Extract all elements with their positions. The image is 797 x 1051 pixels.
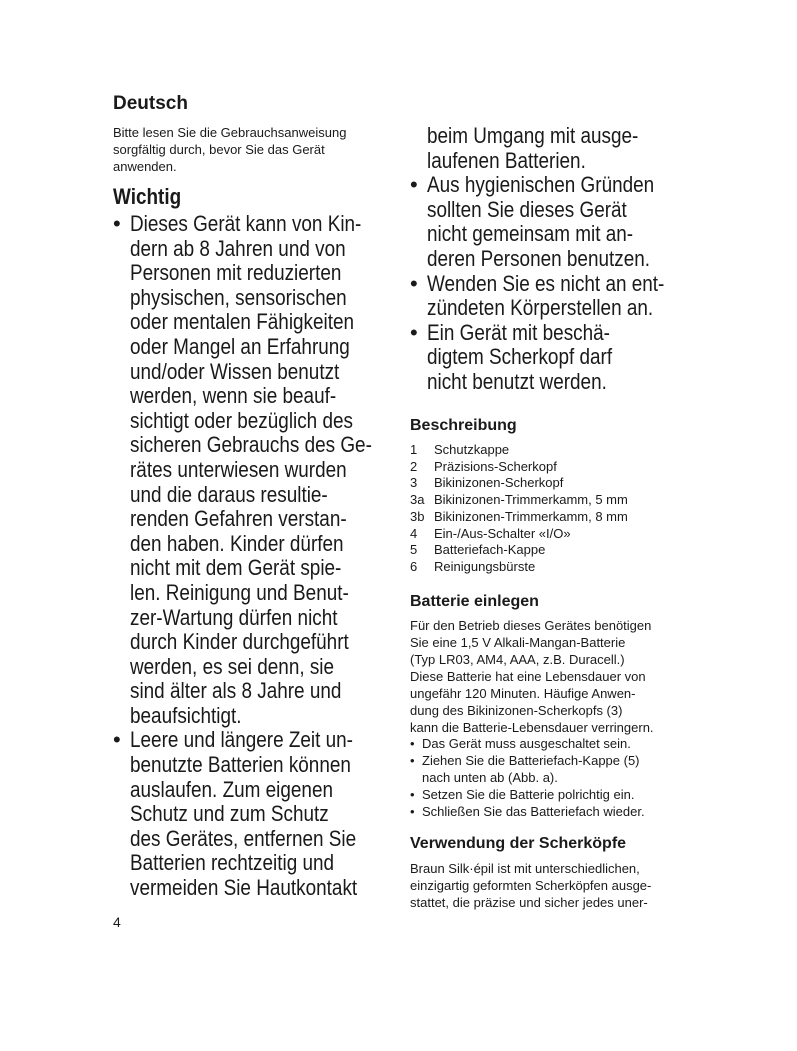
paragraph-line: Sie eine 1,5 V Alkali-Mangan-Batterie (410, 635, 626, 650)
item-line: Dieses Gerät kann von Kin- (130, 211, 362, 236)
bullet-icon: • (410, 270, 418, 296)
part-number: 3 (410, 475, 418, 491)
item-line: Batterien rechtzeitig und (130, 850, 335, 876)
item-line: deren Personen benutzen. (427, 245, 651, 271)
important-list-right (410, 124, 703, 395)
part-label: Bikinizonen-Trimmerkamm, 8 mm (434, 508, 628, 524)
bullet-icon: • (113, 211, 121, 236)
bullet-icon: • (410, 172, 418, 198)
parts-list-item (410, 442, 628, 459)
parts-list-item (410, 509, 628, 526)
intro-line: Bitte lesen Sie die Gebrauchsanweisung (113, 125, 347, 140)
item-line: zündeten Körperstellen an. (427, 295, 654, 321)
item-line: sichtigt oder bezüglich des (130, 407, 353, 433)
paragraph-line: stattet, die präzise und sicher jedes uner- (410, 895, 648, 910)
intro-paragraph (113, 124, 383, 175)
item-line: zer-Wartung dürfen nicht (130, 604, 338, 630)
important-heading: Wichtig (113, 184, 182, 209)
item-text (427, 321, 703, 395)
step-line: Schließen Sie das Batteriefach wieder. (422, 804, 645, 819)
item-line: beim Umgang mit ausge- (427, 123, 639, 148)
battery-step (410, 752, 645, 786)
item-line: Schutz und zum Schutz (130, 801, 329, 827)
part-label: Präzisions-Scherkopf (434, 458, 557, 474)
item-line: digtem Scherkopf darf (427, 344, 613, 370)
part-label: Ein-/Aus-Schalter «I/O» (434, 525, 571, 541)
item-line: len. Reinigung und Benut- (130, 579, 349, 605)
part-number: 1 (410, 442, 418, 457)
part-number: 4 (410, 525, 418, 541)
item-line: werden, es sei denn, sie (130, 653, 335, 679)
item-line: sicheren Gebrauchs des Ge- (130, 432, 372, 458)
important-item (410, 173, 703, 271)
item-line: des Gerätes, entfernen Sie (130, 825, 357, 851)
part-number: 5 (410, 542, 418, 558)
intro-line: sorgfältig durch, bevor Sie das Gerät (113, 142, 325, 157)
part-label: Schutzkappe (434, 442, 510, 457)
item-line: laufenen Batterien. (427, 147, 586, 173)
part-number: 6 (410, 558, 418, 574)
important-item (410, 124, 703, 173)
step-line: Ziehen Sie die Batteriefach-Kappe (5) (422, 753, 640, 768)
item-line: sind älter als 8 Jahre und (130, 678, 342, 704)
paragraph-line: dung des Bikinizonen-Scherkopfs (3) (410, 703, 623, 718)
intro-line: anwenden. (113, 159, 177, 174)
step-line: nach unten ab (Abb. a). (422, 770, 558, 785)
important-item (410, 272, 703, 321)
battery-steps (410, 735, 645, 820)
part-number: 3b (410, 508, 425, 524)
step-line: Setzen Sie die Batterie polrichtig ein. (422, 787, 635, 802)
item-line: renden Gefahren verstan- (130, 506, 347, 532)
item-line: Personen mit reduzierten (130, 260, 342, 286)
parts-list (410, 442, 628, 576)
important-item (113, 728, 411, 900)
parts-list-item (410, 459, 628, 476)
language-heading: Deutsch (113, 93, 188, 114)
paragraph-line: Braun Silk·épil ist mit unterschiedlichen, (410, 861, 640, 876)
item-line: Wenden Sie es nicht an ent- (427, 270, 665, 296)
part-number: 2 (410, 458, 418, 474)
important-list-left (113, 212, 411, 901)
item-line: nicht benutzt werden. (427, 368, 607, 394)
parts-list-item (410, 559, 628, 576)
paragraph-line: Für den Betrieb dieses Gerätes benötigen (410, 618, 652, 633)
paragraph-line: ungefähr 120 Minuten. Häufige Anwen- (410, 686, 636, 701)
important-item (113, 212, 411, 728)
bullet-icon: • (410, 804, 415, 819)
item-line: physischen, sensorischen (130, 284, 347, 310)
item-line: Aus hygienischen Gründen (427, 172, 655, 198)
item-line: auslaufen. Zum eigenen (130, 776, 334, 802)
item-text (427, 272, 703, 321)
bullet-icon: • (410, 319, 418, 345)
bullet-icon: • (410, 753, 415, 768)
item-line: und/oder Wissen benutzt (130, 358, 340, 384)
bullet-icon: • (410, 736, 415, 751)
item-line: nicht gemeinsam mit an- (427, 221, 634, 247)
item-line: Leere und längere Zeit un- (130, 727, 353, 753)
heads-paragraph (410, 860, 700, 911)
bullet-icon: • (410, 787, 415, 802)
item-line: den haben. Kinder dürfen (130, 530, 344, 556)
paragraph-line: Diese Batterie hat eine Lebensdauer von (410, 669, 646, 684)
parts-list-item (410, 526, 628, 543)
item-line: beaufsichtigt. (130, 702, 242, 728)
item-line: oder Mangel an Erfahrung (130, 333, 350, 359)
item-line: rätes unterwiesen wurden (130, 456, 347, 482)
bullet-icon: • (113, 727, 121, 753)
battery-step (410, 786, 645, 803)
part-label: Batteriefach-Kappe (434, 542, 546, 558)
item-line: nicht mit dem Gerät spie- (130, 555, 342, 581)
item-line: sollten Sie dieses Gerät (427, 196, 627, 222)
item-line: vermeiden Sie Hautkontakt (130, 875, 358, 901)
parts-list-item (410, 542, 628, 559)
description-heading: Beschreibung (410, 417, 517, 434)
part-label: Bikinizonen-Trimmerkamm, 5 mm (434, 492, 628, 508)
item-text (130, 728, 411, 900)
step-line: Das Gerät muss ausgeschaltet sein. (422, 736, 631, 751)
part-number: 3a (410, 492, 425, 508)
paragraph-line: einzigartig geformten Scherköpfen ausge- (410, 878, 652, 893)
part-label: Bikinizonen-Scherkopf (434, 475, 564, 491)
page-number: 4 (113, 914, 121, 930)
item-line: und die daraus resultie- (130, 481, 328, 507)
heads-heading: Verwendung der Scherköpfe (410, 835, 627, 852)
item-line: dern ab 8 Jahren und von (130, 235, 346, 261)
paragraph-line: kann die Batterie-Lebensdauer verringern. (410, 720, 654, 735)
part-label: Reinigungsbürste (434, 558, 536, 574)
parts-list-item (410, 475, 628, 492)
item-text (427, 173, 703, 271)
item-line: oder mentalen Fähigkeiten (130, 309, 355, 335)
important-item (410, 321, 703, 395)
item-line: Ein Gerät mit beschä- (427, 319, 610, 345)
battery-heading: Batterie einlegen (410, 593, 539, 610)
battery-step (410, 803, 645, 820)
item-text (130, 212, 411, 728)
item-text (427, 124, 703, 173)
item-line: werden, wenn sie beauf- (130, 383, 337, 409)
item-line: benutzte Batterien können (130, 752, 351, 778)
parts-list-item (410, 492, 628, 509)
item-line: durch Kinder durchgeführt (130, 629, 349, 655)
paragraph-line: (Typ LR03, AM4, AAA, z.B. Duracell.) (410, 652, 625, 667)
battery-step (410, 735, 645, 752)
battery-paragraph (410, 617, 700, 736)
